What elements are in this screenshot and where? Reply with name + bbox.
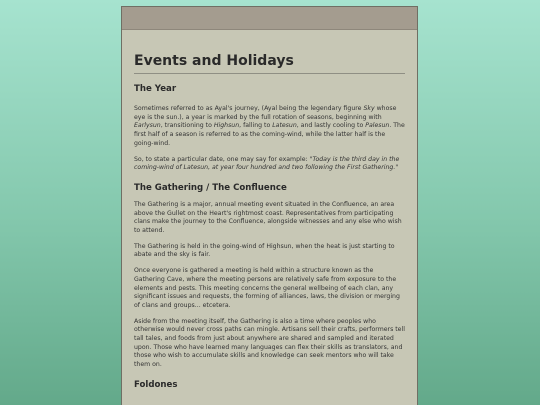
text-span: whose eye is the sun.), a year is marked by the full rotation of seasons, beginning with	[134, 105, 397, 121]
section-heading-gathering: The Gathering / The Confluence	[134, 182, 287, 193]
text-span: Sky	[363, 105, 375, 112]
text-span: , transitioning to	[160, 122, 214, 130]
text-span: Earlysun	[134, 122, 161, 130]
gathering-paragraph-4: Aside from the meeting itself, the Gathering is also a time where peoples who otherwise would never cross paths can mingle. Artisans sell their crafts, performers tell tall tales, and foods from just about anywhere are shared and sampled and iterated upon. Those who have learned many languages can flex their skills as translators, and those who wish to accumulate skills and knowledge can seek mentors who will take them on.	[134, 317, 405, 369]
text-span: So, to state a particular date, one may say for example:	[134, 155, 310, 163]
text-span: , and lastly cooling to	[296, 122, 366, 130]
page-title: Events and Holidays	[134, 53, 405, 74]
gathering-paragraph-2: The Gathering is held in the going-wind of Highsun, when the heat is just starting to abate and the sky is fair.	[134, 242, 395, 259]
gathering-paragraph-3: Once everyone is gathered a meeting is held within a structure known as the Gathering Cave, where the meeting persons are relatively safe from exposure to the elements and pests. This meeting concerns the general wellbeing of each clan, any significant issues and requests, the forming of alliances, laws, the division or merging of clans and groups... etcetera.	[134, 267, 400, 309]
text-span: Sometimes referred to as Ayal's journey, (Ayal being the legendary figure	[134, 105, 364, 112]
text-span: "Today is the third day in the coming-wind of Latesun, at year four hundred and two following the First Gathering."	[134, 155, 400, 172]
text-span: Latesun	[272, 122, 297, 130]
section-heading-year: The Year	[134, 84, 177, 94]
document-content	[122, 53, 417, 391]
text-span: Highsun	[213, 122, 240, 130]
text-span: Palesun	[365, 122, 390, 130]
year-paragraph-2	[134, 156, 405, 173]
page-header-bar	[122, 7, 417, 30]
text-span: , falling to	[239, 122, 273, 130]
document-page	[121, 6, 418, 405]
section-heading-foldones: Foldones	[134, 379, 178, 390]
gathering-paragraph-1: The Gathering is a major, annual meeting event situated in the Confluence, an area above the Gullet on the Heart's rightmost coast. Representatives from participating clans make the journey to the Confluence, alongside witnesses and any else who wish to attend.	[134, 200, 402, 235]
year-paragraph-1	[134, 105, 405, 149]
text-span: . The first half of a season is referred to as the coming-wind, while the latter half is the going-wind.	[134, 122, 405, 147]
